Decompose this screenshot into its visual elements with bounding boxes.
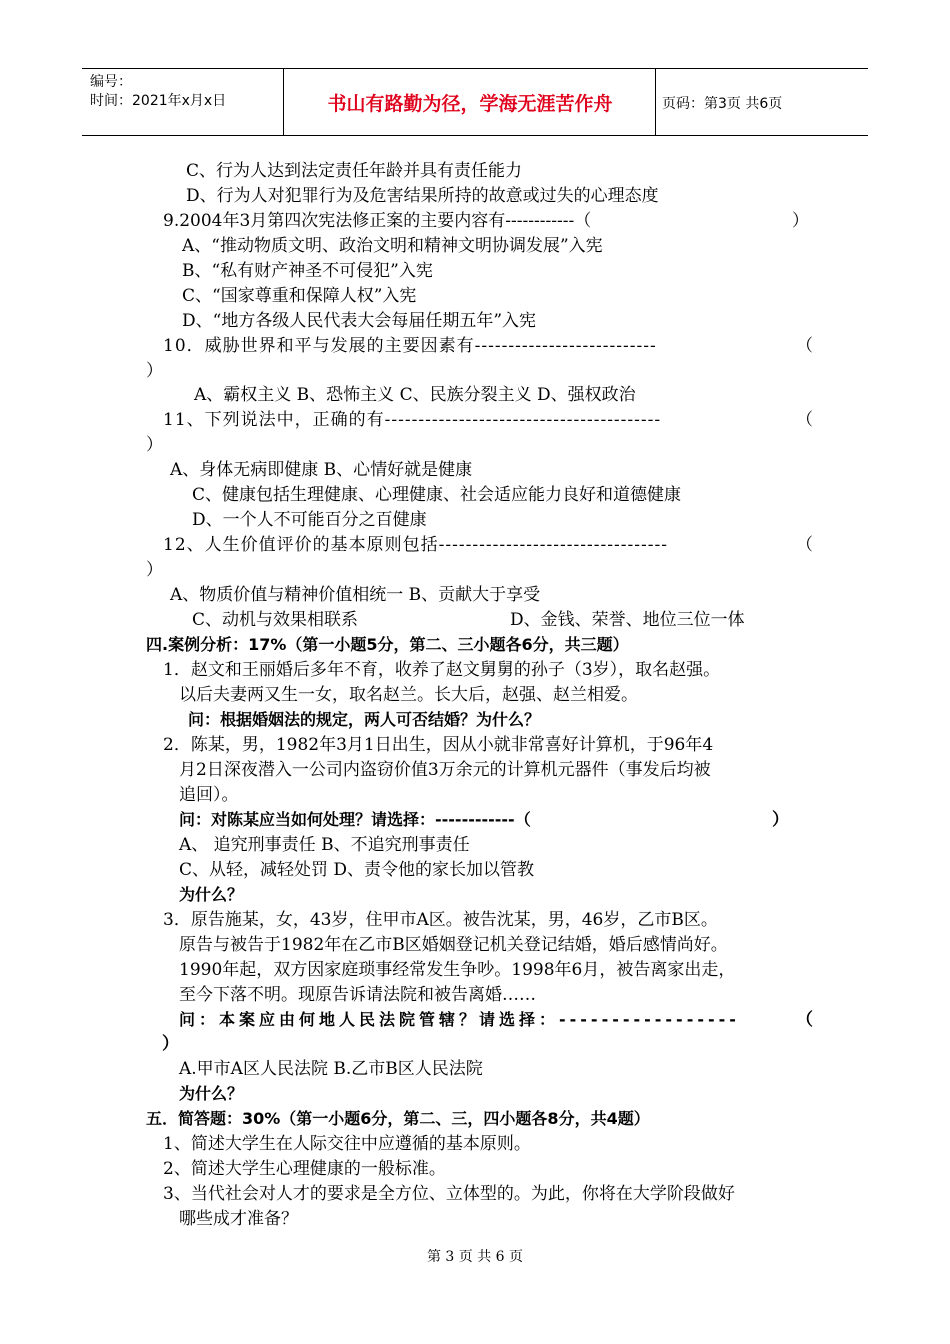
answer-paren-open: （ xyxy=(796,535,813,555)
document-number-label: 编号： xyxy=(90,74,132,90)
case-2-text: 月2日深夜潜入一公司内盗窃价值3万余元的计算机元器件（事发后均被 xyxy=(179,760,711,780)
case-3-question: 问：本案应由何地人民法院管辖？请选择：----------------- xyxy=(179,1010,740,1029)
option-d-q9: D、“地方各级人民代表大会每届任期五年”入宪 xyxy=(182,311,537,331)
case-3-text: 原告与被告于1982年在乙市B区婚姻登记机关登记结婚，婚后感情尚好。 xyxy=(179,935,728,955)
header-page-number: 页码：第3页 共6页 xyxy=(662,96,783,112)
case-2-why: 为什么？ xyxy=(179,885,244,904)
case-2-options: C、从轻，减轻处罚 D、责令他的家长加以管教 xyxy=(179,860,535,880)
header-left xyxy=(90,73,226,111)
case-3-text: 3．原告施某，女，43岁，住甲市A区。被告沈某，男，46岁，乙市B区。 xyxy=(163,910,718,930)
case-1-question: 问：根据婚姻法的规定，两人可否结婚？为什么？ xyxy=(188,710,541,729)
case-3-text: 至今下落不明。现原告诉请法院和被告离婚…… xyxy=(179,985,536,1005)
option-d-q12: D、金钱、荣誉、地位三位一体 xyxy=(510,610,745,630)
case-2-options: A、 追究刑事责任 B、不追究刑事责任 xyxy=(179,835,470,855)
case-2-text: 2．陈某，男，1982年3月1日出生，因从小就非常喜好计算机，于96年4 xyxy=(163,735,714,755)
page-footer: 第 3 页 共 6 页 xyxy=(426,1249,524,1265)
case-2-question: 问：对陈某应当如何处理？请选择：------------（ xyxy=(179,810,531,829)
page-header xyxy=(82,68,868,136)
header-divider xyxy=(283,69,284,135)
options-ab-q11: A、身体无病即健康 B、心情好就是健康 xyxy=(170,460,473,480)
case-2-text: 追回）。 xyxy=(179,785,239,805)
section-4-heading: 四.案例分析：17%（第一小题5分，第二、三小题各6分，共三题） xyxy=(146,635,629,654)
case-1-text: 以后夫妻两又生一女，取名赵兰。长大后，赵强、赵兰相爱。 xyxy=(179,685,638,705)
answer-paren-open: （ xyxy=(796,1010,813,1030)
short-answer-3: 哪些成才准备？ xyxy=(179,1209,298,1229)
answer-paren-close: ） xyxy=(162,1034,179,1054)
options-q10: A、霸权主义 B、恐怖主义 C、民族分裂主义 D、强权政治 xyxy=(194,385,636,405)
answer-paren-close: ） xyxy=(792,211,809,231)
option-c-q9: C、“国家尊重和保障人权”入宪 xyxy=(182,286,417,306)
case-1-text: 1．赵文和王丽婚后多年不育，收养了赵文舅舅的孙子（3岁），取名赵强。 xyxy=(163,660,721,680)
option-a-q9: A、“推动物质文明、政治文明和精神文明协调发展”入宪 xyxy=(182,236,603,256)
header-divider xyxy=(655,69,656,135)
option-c-q8: C、行为人达到法定责任年龄并具有责任能力 xyxy=(186,161,523,181)
answer-paren-close: ） xyxy=(146,361,163,381)
question-11: 11、下列说法中，正确的有----------------------------------------- xyxy=(163,410,662,430)
section-5-heading: 五．简答题：30%（第一小题6分，第二、三，四小题各8分，共4题） xyxy=(146,1109,650,1128)
case-3-text: 1990年起，双方因家庭琐事经常发生争吵。1998年6月，被告离家出走， xyxy=(179,960,736,980)
option-c-q12: C、动机与效果相联系 xyxy=(192,610,359,630)
answer-paren-open: （ xyxy=(796,336,813,356)
question-9: 9.2004年3月第四次宪法修正案的主要内容有------------（ xyxy=(163,211,592,231)
document-date-label: 时间：2021年x月x日 xyxy=(90,93,227,109)
answer-paren-close: ） xyxy=(146,435,163,455)
option-d-q11: D、一个人不可能百分之百健康 xyxy=(192,510,427,530)
case-3-options: A.甲市A区人民法院 B.乙市B区人民法院 xyxy=(179,1059,483,1079)
question-10: 10．威胁世界和平与发展的主要因素有--------------------------- xyxy=(163,336,657,356)
short-answer-2: 2、简述大学生心理健康的一般标准。 xyxy=(163,1159,446,1179)
short-answer-1: 1、简述大学生在人际交往中应遵循的基本原则。 xyxy=(163,1134,531,1154)
option-d-q8: D、行为人对犯罪行为及危害结果所持的故意或过失的心理态度 xyxy=(186,186,659,206)
option-c-q11: C、健康包括生理健康、心理健康、社会适应能力良好和道德健康 xyxy=(192,485,682,505)
header-motto: 书山有路勤为径，学海无涯苦作舟 xyxy=(327,93,613,115)
answer-paren-open: （ xyxy=(796,410,813,430)
question-12: 12、人生价值评价的基本原则包括---------------------------------- xyxy=(163,535,668,555)
short-answer-3: 3、当代社会对人才的要求是全方位、立体型的。为此，你将在大学阶段做好 xyxy=(163,1184,735,1204)
answer-paren-close: ） xyxy=(772,810,789,830)
options-ab-q12: A、物质价值与精神价值相统一 B、贡献大于享受 xyxy=(170,585,541,605)
case-3-why: 为什么？ xyxy=(179,1084,244,1103)
answer-paren-close: ） xyxy=(146,560,163,580)
option-b-q9: B、“私有财产神圣不可侵犯”入宪 xyxy=(182,261,433,281)
